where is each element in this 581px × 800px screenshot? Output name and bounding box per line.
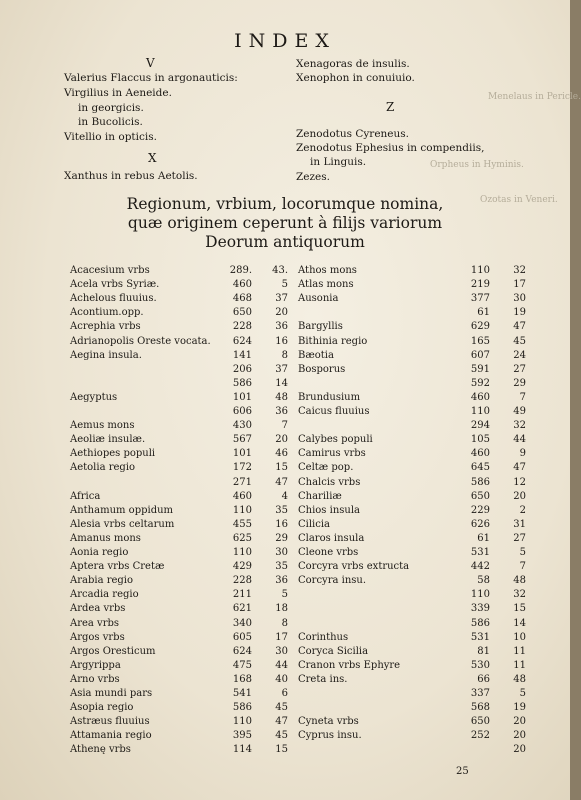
index-entry-name: Asopia regio [70, 702, 134, 714]
index-entry-page: 531 [470, 631, 490, 643]
index-entry-line: 7 [519, 561, 526, 573]
index-entry-line: 8 [281, 349, 288, 361]
index-entry-page: 650 [470, 716, 490, 728]
index-entry-line: 20 [275, 307, 288, 319]
index-entry-name: Alesia vrbs celtarum [70, 518, 175, 530]
index-entry-line: 36 [275, 575, 288, 587]
index-entry-page: 172 [232, 462, 252, 474]
index-entry-line: 17 [513, 279, 526, 291]
index-entry-page: 568 [470, 702, 490, 714]
author-entry: Zezes. [296, 171, 330, 183]
index-entry-name: Bosporus [298, 363, 346, 375]
index-entry-page: 460 [470, 391, 490, 403]
author-entry: Xenophon in conuiuio. [296, 72, 415, 84]
index-entry-name: Amanus mons [70, 532, 141, 544]
index-entry-name: Claros insula [298, 532, 365, 544]
index-entry-name: Aegyptus [70, 391, 118, 403]
index-entry-name: Aegina insula. [70, 349, 142, 361]
index-entry-name: Chariliæ [298, 490, 342, 502]
index-entry-line: 2 [519, 504, 526, 516]
index-entry-page: 455 [232, 518, 252, 530]
index-entry-page: 650 [232, 307, 252, 319]
index-entry-page: 58 [477, 575, 490, 587]
index-entry-name: Aetolia regio [70, 462, 136, 474]
author-entry: in georgicis. [78, 102, 144, 114]
index-entry-line: 20 [275, 434, 288, 446]
index-entry-line: 29 [513, 377, 526, 389]
index-entry-name: Cranon vrbs Ephyre [298, 659, 401, 671]
index-entry-name: Adrianopolis Oreste vocata. [70, 335, 211, 347]
page-footer-number: 25 [456, 766, 469, 777]
index-entry-line: 36 [275, 321, 288, 333]
letter-heading-v: V [146, 56, 155, 70]
index-entry-line: 9 [519, 448, 526, 460]
letter-heading-z: Z [386, 100, 395, 114]
index-entry-line: 8 [281, 617, 288, 629]
index-entry-name: Acrephia vrbs [70, 321, 141, 333]
index-entry-line: 18 [275, 603, 288, 615]
index-entry-line: 5 [281, 279, 288, 291]
index-entry-line: 31 [513, 518, 526, 530]
index-entry-page: 650 [470, 490, 490, 502]
index-entry-name: Chios insula [298, 504, 360, 516]
index-entry-line: 43. [272, 265, 288, 276]
page-title: INDEX [234, 30, 336, 52]
index-entry-page: 621 [232, 603, 252, 615]
index-entry-page: 586 [232, 702, 252, 714]
index-entry-line: 20 [513, 490, 526, 502]
index-entry-name: Ardea vrbs [70, 603, 126, 615]
index-entry-page: 228 [232, 321, 252, 333]
index-entry-page: 429 [232, 561, 252, 573]
index-entry-name: Cleone vrbs [298, 547, 359, 558]
index-entry-line: 4 [281, 490, 288, 502]
index-entry-line: 30 [275, 547, 288, 558]
index-entry-page: 586 [470, 617, 490, 629]
index-entry-page: 141 [232, 349, 252, 361]
index-entry-page: 110 [232, 716, 252, 728]
index-entry-name: Celtæ pop. [298, 462, 354, 474]
index-entry-name: Acontium.opp. [70, 307, 144, 319]
index-entry-line: 27 [513, 363, 526, 375]
index-entry-line: 27 [513, 532, 526, 544]
author-entry: Zenodotus Cyreneus. [296, 128, 410, 140]
index-entry-page: 460 [232, 279, 252, 291]
index-entry-line: 37 [275, 363, 288, 375]
index-entry-name: Cilicia [298, 518, 331, 530]
index-entry-name: Brundusium [298, 391, 361, 403]
index-entry-line: 32 [513, 589, 526, 601]
index-entry-line: 47 [275, 476, 288, 488]
index-entry-line: 47 [513, 321, 526, 333]
index-entry-line: 15 [513, 603, 526, 615]
index-entry-line: 5 [519, 547, 526, 558]
index-entry-name: Aonia regio [70, 547, 129, 558]
index-entry-name: Astræus fluuius [70, 716, 150, 728]
index-entry-line: 45 [513, 335, 526, 347]
index-entry-line: 29 [275, 532, 288, 544]
author-entry: Virgilius in Aeneide. [64, 87, 172, 99]
index-entry-line: 24 [513, 349, 526, 361]
index-entry-line: 20 [513, 744, 526, 756]
index-entry-page: 110 [470, 589, 490, 601]
index-entry-name: Bithinia regio [298, 335, 368, 347]
index-entry-page: 339 [470, 603, 490, 615]
index-entry-page: 165 [470, 335, 490, 347]
index-entry-page: 567 [232, 434, 252, 446]
index-entry-line: 14 [275, 377, 288, 389]
index-entry-line: 14 [513, 617, 526, 629]
index-entry-line: 35 [275, 561, 288, 573]
index-entry-page: 110 [470, 406, 490, 417]
index-entry-page: 66 [477, 673, 490, 685]
index-entry-name: Corcyra vrbs extructa [298, 561, 410, 573]
index-entry-page: 586 [470, 476, 490, 488]
bleed-through-text: Menelaus in Pericle. [488, 92, 581, 102]
index-entry-line: 17 [275, 631, 288, 643]
index-entry-page: 110 [232, 504, 252, 516]
author-entry: Vitellio in opticis. [64, 131, 157, 143]
index-entry-line: 47 [275, 716, 288, 728]
index-entry-page: 252 [470, 730, 490, 742]
index-entry-page: 229 [470, 504, 490, 516]
index-entry-line: 45 [275, 730, 288, 742]
index-entry-page: 460 [232, 490, 252, 502]
index-entry-page: 645 [470, 462, 490, 474]
index-entry-page: 101 [232, 391, 252, 403]
index-entry-line: 7 [519, 391, 526, 403]
index-entry-name: Caicus fluuius [298, 406, 370, 417]
index-entry-line: 16 [275, 518, 288, 530]
index-entry-name: Argyrippa [70, 659, 121, 671]
index-entry-page: 340 [232, 617, 252, 629]
index-entry-page: 61 [477, 532, 490, 544]
index-entry-line: 11 [513, 645, 526, 657]
index-entry-page: 624 [232, 645, 252, 657]
index-entry-line: 15 [275, 744, 288, 756]
bleed-through-text: Orpheus in Hyminis. [430, 160, 524, 170]
index-entry-name: Corinthus [298, 631, 349, 643]
index-entry-name: Aethiopes populi [70, 448, 156, 460]
index-entry-line: 7 [281, 420, 288, 432]
index-entry-name: Argos vrbs [70, 631, 125, 643]
index-entry-line: 19 [513, 307, 526, 319]
index-entry-name: Ausonia [298, 293, 339, 305]
index-entry-line: 32 [513, 265, 526, 276]
index-entry-line: 46 [275, 448, 288, 460]
index-entry-page: 377 [470, 293, 490, 305]
index-entry-page: 337 [470, 688, 490, 699]
index-entry-line: 11 [513, 659, 526, 671]
index-entry-line: 45 [275, 702, 288, 714]
index-entry-page: 430 [232, 420, 252, 432]
index-entry-name: Cyprus insu. [298, 730, 362, 742]
index-entry-page: 592 [470, 377, 490, 389]
index-entry-name: Chalcis vrbs [298, 476, 361, 488]
author-entry: in Linguis. [310, 156, 367, 168]
index-entry-page: 206 [232, 363, 252, 375]
index-entry-line: 5 [519, 688, 526, 699]
index-entry-name: Bargyllis [298, 321, 343, 333]
index-entry-name: Arcadia regio [70, 589, 139, 601]
index-entry-name: Aptera vrbs Cretæ [70, 561, 165, 573]
index-entry-page: 625 [232, 532, 252, 544]
index-entry-page: 289. [229, 265, 252, 276]
index-entry-line: 15 [275, 462, 288, 474]
index-entry-page: 294 [470, 420, 490, 432]
index-entry-name: Corcyra insu. [298, 575, 367, 587]
index-entry-line: 20 [513, 730, 526, 742]
index-entry-name: Area vrbs [70, 617, 120, 629]
index-entry-name: Acacesium vrbs [70, 265, 150, 276]
index-entry-name: Bæotia [298, 349, 334, 361]
index-entry-page: 61 [477, 307, 490, 319]
letter-heading-x: X [148, 151, 157, 165]
index-entry-line: 49 [513, 406, 526, 417]
index-entry-page: 395 [232, 730, 252, 742]
index-entry-name: Africa [70, 490, 101, 502]
index-entry-page: 110 [232, 547, 252, 558]
section-heading-line: Regionum, vrbium, locorumque nomina, [126, 195, 444, 213]
index-entry-page: 468 [232, 293, 252, 305]
index-entry-name: Calybes populi [298, 434, 373, 446]
index-entry-page: 460 [470, 448, 490, 460]
index-entry-name: Atlas mons [298, 279, 354, 291]
index-entry-page: 629 [470, 321, 490, 333]
index-entry-line: 36 [275, 406, 288, 417]
index-entry-name: Asia mundi pars [70, 688, 153, 699]
index-entry-page: 607 [470, 349, 490, 361]
index-entry-name: Arno vrbs [70, 673, 120, 685]
index-entry-line: 48 [513, 673, 526, 685]
index-entry-line: 48 [513, 575, 526, 587]
index-entry-name: Arabia regio [70, 575, 134, 587]
bleed-through-text: Ozotas in Veneri. [480, 195, 558, 205]
index-entry-line: 44 [513, 434, 526, 446]
index-entry-page: 110 [470, 265, 490, 276]
index-entry-page: 228 [232, 575, 252, 587]
author-entry: Xanthus in rebus Aetolis. [64, 170, 198, 182]
index-entry-page: 606 [232, 406, 252, 417]
index-entry-name: Athenę vrbs [70, 744, 131, 756]
index-entry-line: 40 [275, 673, 288, 685]
index-entry-name: Coryca Sicilia [298, 645, 369, 657]
index-entry-line: 47 [513, 462, 526, 474]
index-entry-page: 475 [232, 659, 252, 671]
index-entry-page: 531 [470, 547, 490, 558]
author-entry: Valerius Flaccus in argonauticis: [64, 72, 238, 84]
index-entry-name: Aeoliæ insulæ. [70, 434, 146, 446]
index-entry-page: 442 [470, 561, 490, 573]
index-entry-name: Acela vrbs Syriæ. [70, 279, 160, 291]
index-entry-page: 624 [232, 335, 252, 347]
index-entry-line: 6 [281, 688, 288, 699]
index-entry-page: 168 [232, 673, 252, 685]
index-entry-name: Camirus vrbs [298, 448, 366, 460]
index-entry-line: 35 [275, 504, 288, 516]
index-entry-name: Athos mons [298, 265, 357, 276]
index-entry-page: 114 [232, 744, 252, 756]
index-entry-name: Argos Oresticum [70, 645, 156, 657]
index-entry-name: Creta ins. [298, 673, 348, 685]
index-entry-page: 271 [232, 476, 252, 488]
index-entry-page: 626 [470, 518, 490, 530]
author-entry: Zenodotus Ephesius in compendiis, [296, 142, 485, 154]
index-entry-page: 530 [470, 659, 490, 671]
index-entry-page: 105 [470, 434, 490, 446]
index-entry-page: 541 [232, 688, 252, 699]
index-entry-line: 30 [513, 293, 526, 305]
index-entry-line: 48 [275, 391, 288, 403]
section-heading-line: quæ originem ceperunt à filijs variorum [127, 214, 443, 232]
index-entry-name: Anthamum oppidum [70, 504, 174, 516]
index-entry-line: 32 [513, 420, 526, 432]
index-entry-page: 605 [232, 631, 252, 643]
author-entry: Xenagoras de insulis. [296, 58, 410, 70]
index-entry-line: 20 [513, 716, 526, 728]
index-entry-page: 101 [232, 448, 252, 460]
index-entry-page: 219 [470, 279, 490, 291]
author-entry: in Bucolicis. [78, 116, 143, 128]
index-entry-name: Achelous fluuius. [70, 293, 157, 305]
index-entry-name: Cyneta vrbs [298, 716, 359, 728]
section-heading-line: Deorum antiquorum [205, 233, 365, 251]
index-entry-line: 10 [513, 631, 526, 643]
index-entry-page: 211 [232, 589, 252, 601]
index-entry-line: 44 [275, 659, 288, 671]
index-entry-page: 591 [470, 363, 490, 375]
index-entry-line: 37 [275, 293, 288, 305]
index-entry-line: 12 [513, 476, 526, 488]
index-entry-page: 81 [477, 645, 490, 657]
index-entry-page: 586 [232, 377, 252, 389]
index-entry-line: 30 [275, 645, 288, 657]
index-entry-line: 16 [275, 335, 288, 347]
index-entry-line: 19 [513, 702, 526, 714]
index-entry-name: Attamania regio [70, 730, 152, 742]
index-entry-line: 5 [281, 589, 288, 601]
index-entry-name: Aemus mons [70, 420, 135, 432]
